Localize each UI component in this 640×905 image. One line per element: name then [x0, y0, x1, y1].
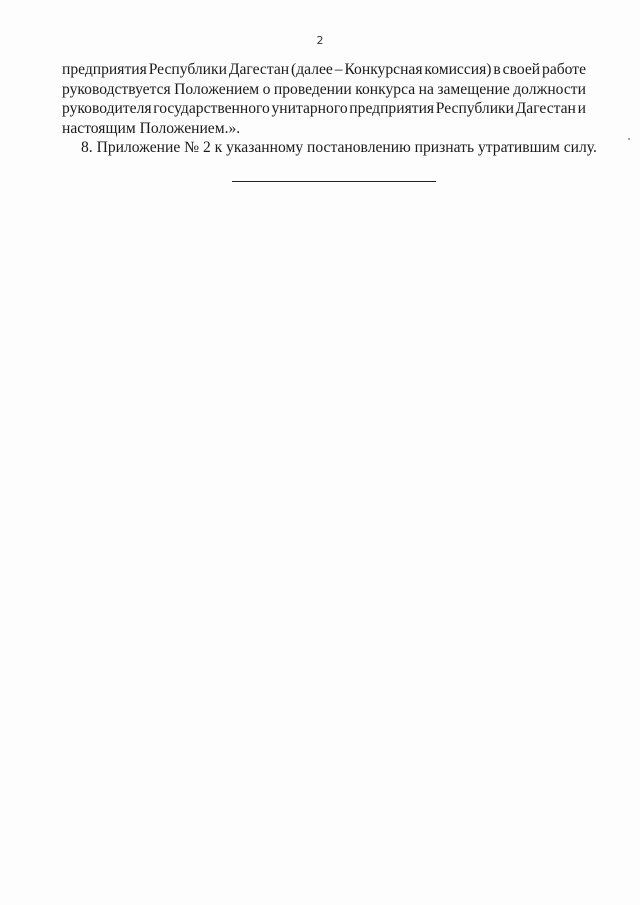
word: предприятия	[349, 100, 435, 118]
paragraph-line-2	[62, 80, 586, 100]
word: государственного	[153, 100, 270, 118]
word: руководствуется	[62, 80, 171, 98]
paragraph-line-1	[62, 60, 586, 80]
word: проведении	[273, 80, 352, 98]
word: –	[334, 61, 343, 78]
word: о	[262, 80, 271, 98]
word: Дагестан	[228, 61, 290, 78]
paragraph-line-3	[62, 99, 586, 119]
word: комиссия)	[424, 61, 492, 78]
word: замещение	[437, 80, 510, 98]
word: (далее	[291, 61, 333, 78]
scan-speck	[628, 138, 630, 140]
word: Конкурсная	[344, 61, 423, 78]
word: Положением	[174, 80, 260, 98]
word: Республики	[148, 61, 227, 78]
word: и	[577, 100, 586, 118]
word: Республики	[435, 100, 514, 118]
word: должности	[513, 80, 586, 98]
word: работе	[542, 61, 586, 78]
page-number: 2	[316, 34, 324, 47]
word: на	[418, 80, 434, 98]
paragraph-line-4: настоящим Положением.».	[62, 119, 241, 137]
word: руководителя	[62, 100, 152, 118]
separator-line	[232, 181, 436, 182]
word: унитарного	[271, 100, 348, 118]
word: конкурса	[355, 80, 416, 98]
word: своей	[502, 61, 541, 78]
word: предприятия	[62, 61, 147, 78]
word: в	[493, 61, 501, 78]
word: Дагестан	[515, 100, 576, 118]
item-8-text: 8. Приложение № 2 к указанному постановлению признать утратившим силу.	[81, 139, 597, 157]
document-body	[62, 60, 597, 158]
